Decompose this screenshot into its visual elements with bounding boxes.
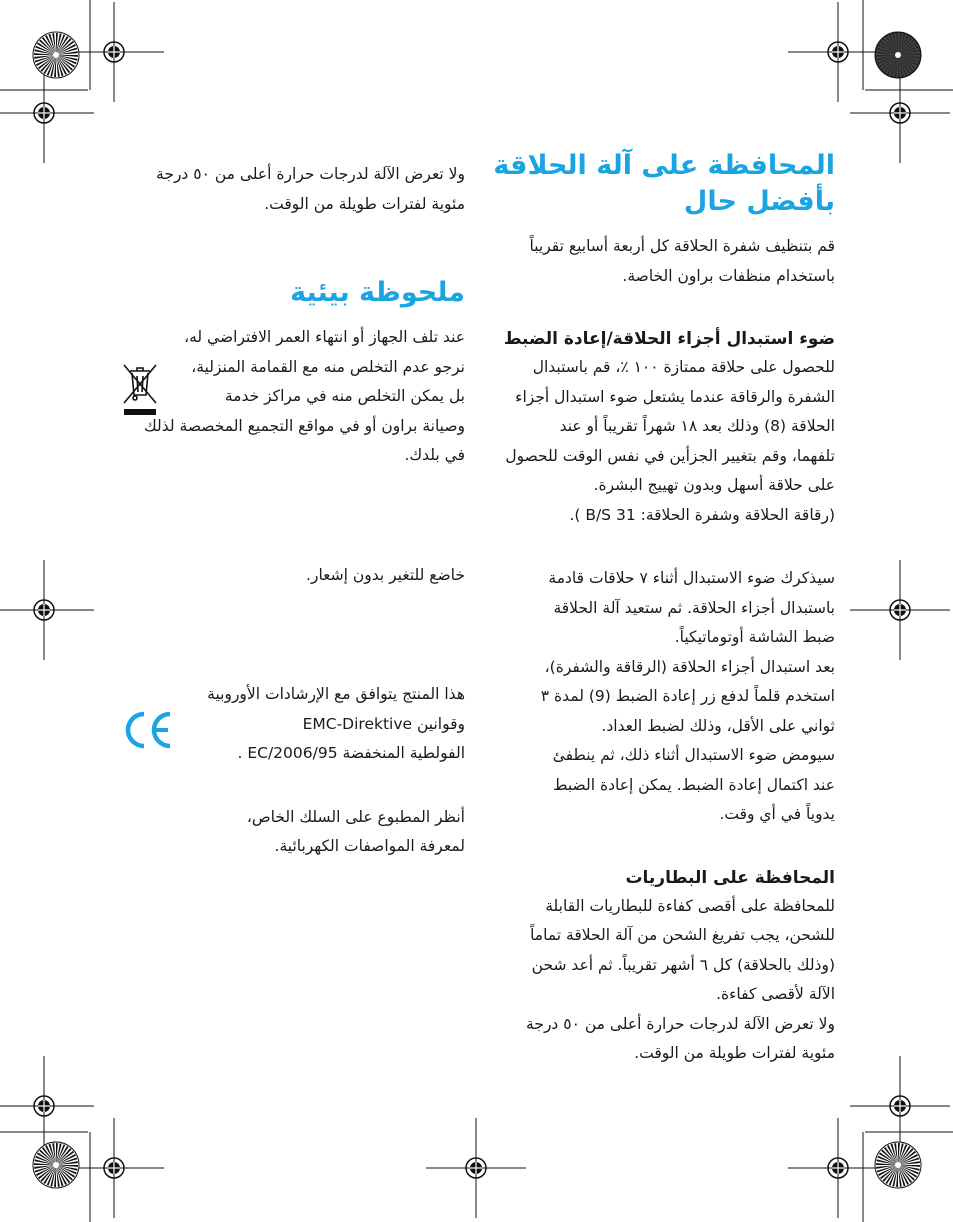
registration-mark-icon	[850, 1056, 950, 1156]
replacement-reset: سيذكرك ضوء الاستبدال أثناء ٧ حلاقات قادمة باستبدال أجزاء الحلاقة. ثم ستعيد آلة الحلاقة ضبط الشاشة أوتوماتيكياً. بعد استبدال أجزاء الحلاقة (الرقاقة والشفرة)، استخدم قلماً لدفع زر إعادة الضبط (9) لمدة ٣ ثواني على الأقل، وذلك لضبط العداد. سيومض ضوء الاستبدال أثناء ذلك، ثم ينطفئ عند اكتمال إعادة الضبط. يمكن إعادة الضبط يدوياً في أي وقت.	[540, 569, 835, 823]
compliance-section	[120, 680, 465, 769]
environment-section	[120, 323, 465, 471]
batteries-title: المحافظة على البطاريات	[625, 867, 835, 888]
environment-body: عند تلف الجهاز أو انتهاء العمر الافتراضي له، نرجو عدم التخلص منه مع القمامة المنزلية، بل يمكن التخلص منه في مراكز خدمة وصيانة براون أو في مواقع التجميع المخصصة لذلك في بلدك.	[143, 328, 465, 464]
star-target-icon	[875, 1142, 921, 1188]
care-intro: قم بتنظيف شفرة الحلاقة كل أربعة أسابيع تقريباً باستخدام منظفات براون الخاصة.	[529, 237, 835, 285]
temperature-note: ولا تعرض الآلة لدرجات حرارة أعلى من ٥٠ درجة مئوية لفترات طويلة من الوقت.	[156, 165, 465, 213]
registration-mark-icon	[0, 63, 94, 163]
environment-title: ملحوظة بيئية	[290, 277, 465, 308]
compliance-body: هذا المنتج يتوافق مع الإرشادات الأوروبية وقوانين EMC-Direktive الفولطية المنخفضة 2006/95/EC .	[207, 685, 465, 762]
change-notice: خاضع للتغير بدون إشعار.	[306, 565, 465, 584]
star-target-icon	[33, 32, 79, 78]
care-title: المحافظة على آلة الحلاقة بأفضل حال	[493, 150, 835, 217]
star-target-icon	[875, 32, 921, 78]
ce-mark-icon	[120, 708, 174, 752]
replacement-parts: (رقاقة الحلاقة وشفرة الحلاقة: 31 B/S ).	[569, 505, 835, 524]
star-target-icon	[33, 1142, 79, 1188]
replacement-title: ضوء استبدال أجزاء الحلاقة/إعادة الضبط	[503, 329, 835, 349]
registration-mark-icon	[788, 2, 888, 102]
batteries-body: للمحافظة على أقصى كفاءة للبطاريات القابلة للشحن، يجب تفريغ الشحن من آلة الحلاقة تماماً (وذلك بالحلاقة) كل ٦ أشهر تقريباً. ثم أعد شحن الآلة لأقصى كفاءة. ولا تعرض الآلة لدرجات حرارة أعلى من ٥٠ درجة مئوية لفترات طويلة من الوقت.	[526, 896, 835, 1062]
registration-mark-icon	[788, 1118, 888, 1218]
cable-note: أنظر المطبوع على السلك الخاص، لمعرفة المواصفات الكهربائية.	[246, 807, 465, 855]
crossed-out-wheelie-bin-icon	[120, 359, 160, 417]
left-column	[120, 160, 465, 862]
registration-mark-icon	[426, 1118, 526, 1218]
registration-mark-icon	[0, 560, 94, 660]
right-column	[490, 148, 835, 1069]
registration-mark-icon	[0, 1056, 94, 1156]
replacement-body: للحصول على حلاقة ممتازة ١٠٠ ٪، قم باستبدال الشفرة والرقاقة عندما يشتعل ضوء استبدال أجزاء الحلاقة (8) وذلك بعد ١٨ شهراً تقريباً أو عند تلفهما، وقم بتغيير الجزأين في نفس الوقت للحصول على حلاقة أسهل وبدون تهييج البشرة.	[505, 358, 835, 494]
registration-mark-icon	[850, 560, 950, 660]
